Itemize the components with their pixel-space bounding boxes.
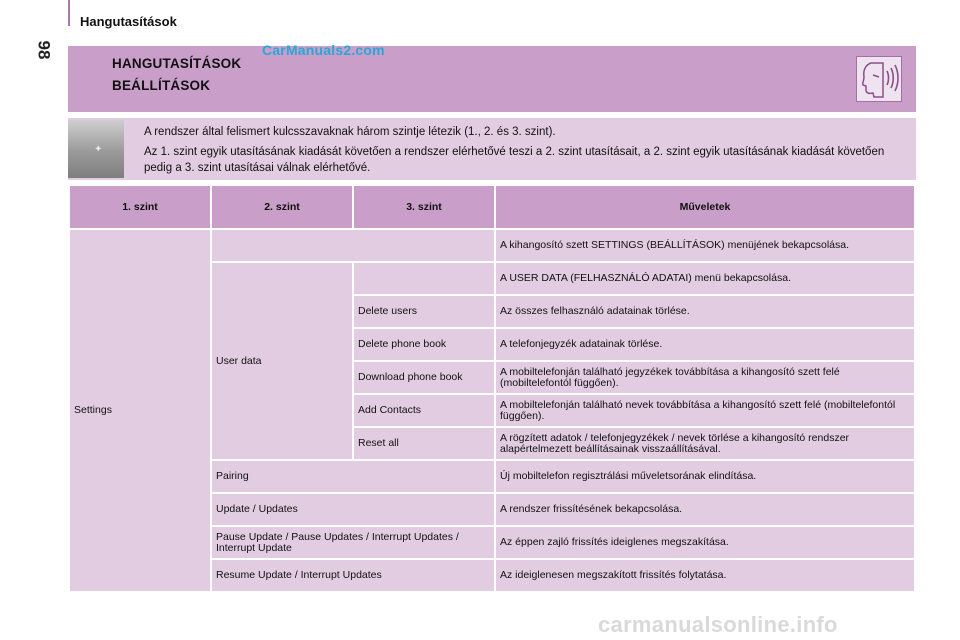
watermark-bottom: carmanualsonline.info (598, 612, 838, 637)
level2-cell: Update / Updates (212, 494, 494, 525)
intro-text (144, 124, 904, 180)
header-actions: Műveletek (496, 186, 914, 228)
intro-paragraph-1: A rendszer által felismert kulcsszavaknak három szintje létezik (1., 2. és 3. szint). (144, 126, 556, 138)
thumbnail-image (68, 120, 124, 178)
level2-user-data: User data (212, 263, 352, 459)
action-cell: Az ideiglenesen megszakított frissítés folytatása. (496, 560, 914, 591)
table-header-row (70, 186, 914, 228)
table-row (70, 230, 914, 261)
action-cell: A telefonjegyzék adatainak törlése. (496, 329, 914, 360)
action-cell: A mobiltelefonján található nevek továbbítása a kihangosító szett felé (mobiltelefontól függően). (496, 395, 914, 426)
level1-settings: Settings (70, 230, 210, 591)
action-cell: Új mobiltelefon regisztrálási műveletsorának elindítása. (496, 461, 914, 492)
level3-cell: Download phone book (354, 362, 494, 393)
level3-cell: Reset all (354, 428, 494, 459)
header-level1: 1. szint (70, 186, 210, 228)
level3-cell: Delete users (354, 296, 494, 327)
title-banner (68, 46, 916, 112)
page-number: 98 (34, 40, 54, 60)
action-cell: Az összes felhasználó adatainak törlése. (496, 296, 914, 327)
empty-cell (354, 263, 494, 294)
empty-cell (212, 230, 494, 261)
level2-cell: Pause Update / Pause Updates / Interrupt Updates / Interrupt Update (212, 527, 494, 558)
section-title: Hangutasítások (80, 14, 177, 29)
banner-title-line2: BEÁLLÍTÁSOK (112, 78, 211, 93)
header-level3: 3. szint (354, 186, 494, 228)
level3-cell: Add Contacts (354, 395, 494, 426)
level3-cell: Delete phone book (354, 329, 494, 360)
action-cell: A rögzített adatok / telefonjegyzékek / nevek törlése a kihangosító rendszer alapértelmezett beállításainak visszaállításával. (496, 428, 914, 459)
margin-rule (68, 0, 70, 26)
banner-title-line1: HANGUTASÍTÁSOK (112, 56, 242, 71)
watermark-top: CarManuals2.com (262, 42, 385, 58)
action-cell: Az éppen zajló frissítés ideiglenes megszakítása. (496, 527, 914, 558)
settings-table (68, 184, 916, 593)
intro-box (68, 118, 916, 180)
action-cell: A mobiltelefonján található jegyzékek továbbítása a kihangosító szett felé (mobiltelefontól függően). (496, 362, 914, 393)
level2-cell: Pairing (212, 461, 494, 492)
level2-cell: Resume Update / Interrupt Updates (212, 560, 494, 591)
voice-command-icon (856, 56, 902, 102)
action-cell: A rendszer frissítésének bekapcsolása. (496, 494, 914, 525)
action-cell: A USER DATA (FELHASZNÁLÓ ADATAI) menü bekapcsolása. (496, 263, 914, 294)
header-level2: 2. szint (212, 186, 352, 228)
intro-paragraph-2: Az 1. szint egyik utasításának kiadását követően a rendszer elérhetővé teszi a 2. szint utasításait, a 2. szint egyik utasításának kiadását követően pedig a 3. szint utasításai válnak elérhetővé. (144, 146, 885, 174)
thumbnail-glyph-icon: ✦ (94, 144, 103, 155)
action-cell: A kihangosító szett SETTINGS (BEÁLLÍTÁSOK) menüjének bekapcsolása. (496, 230, 914, 261)
